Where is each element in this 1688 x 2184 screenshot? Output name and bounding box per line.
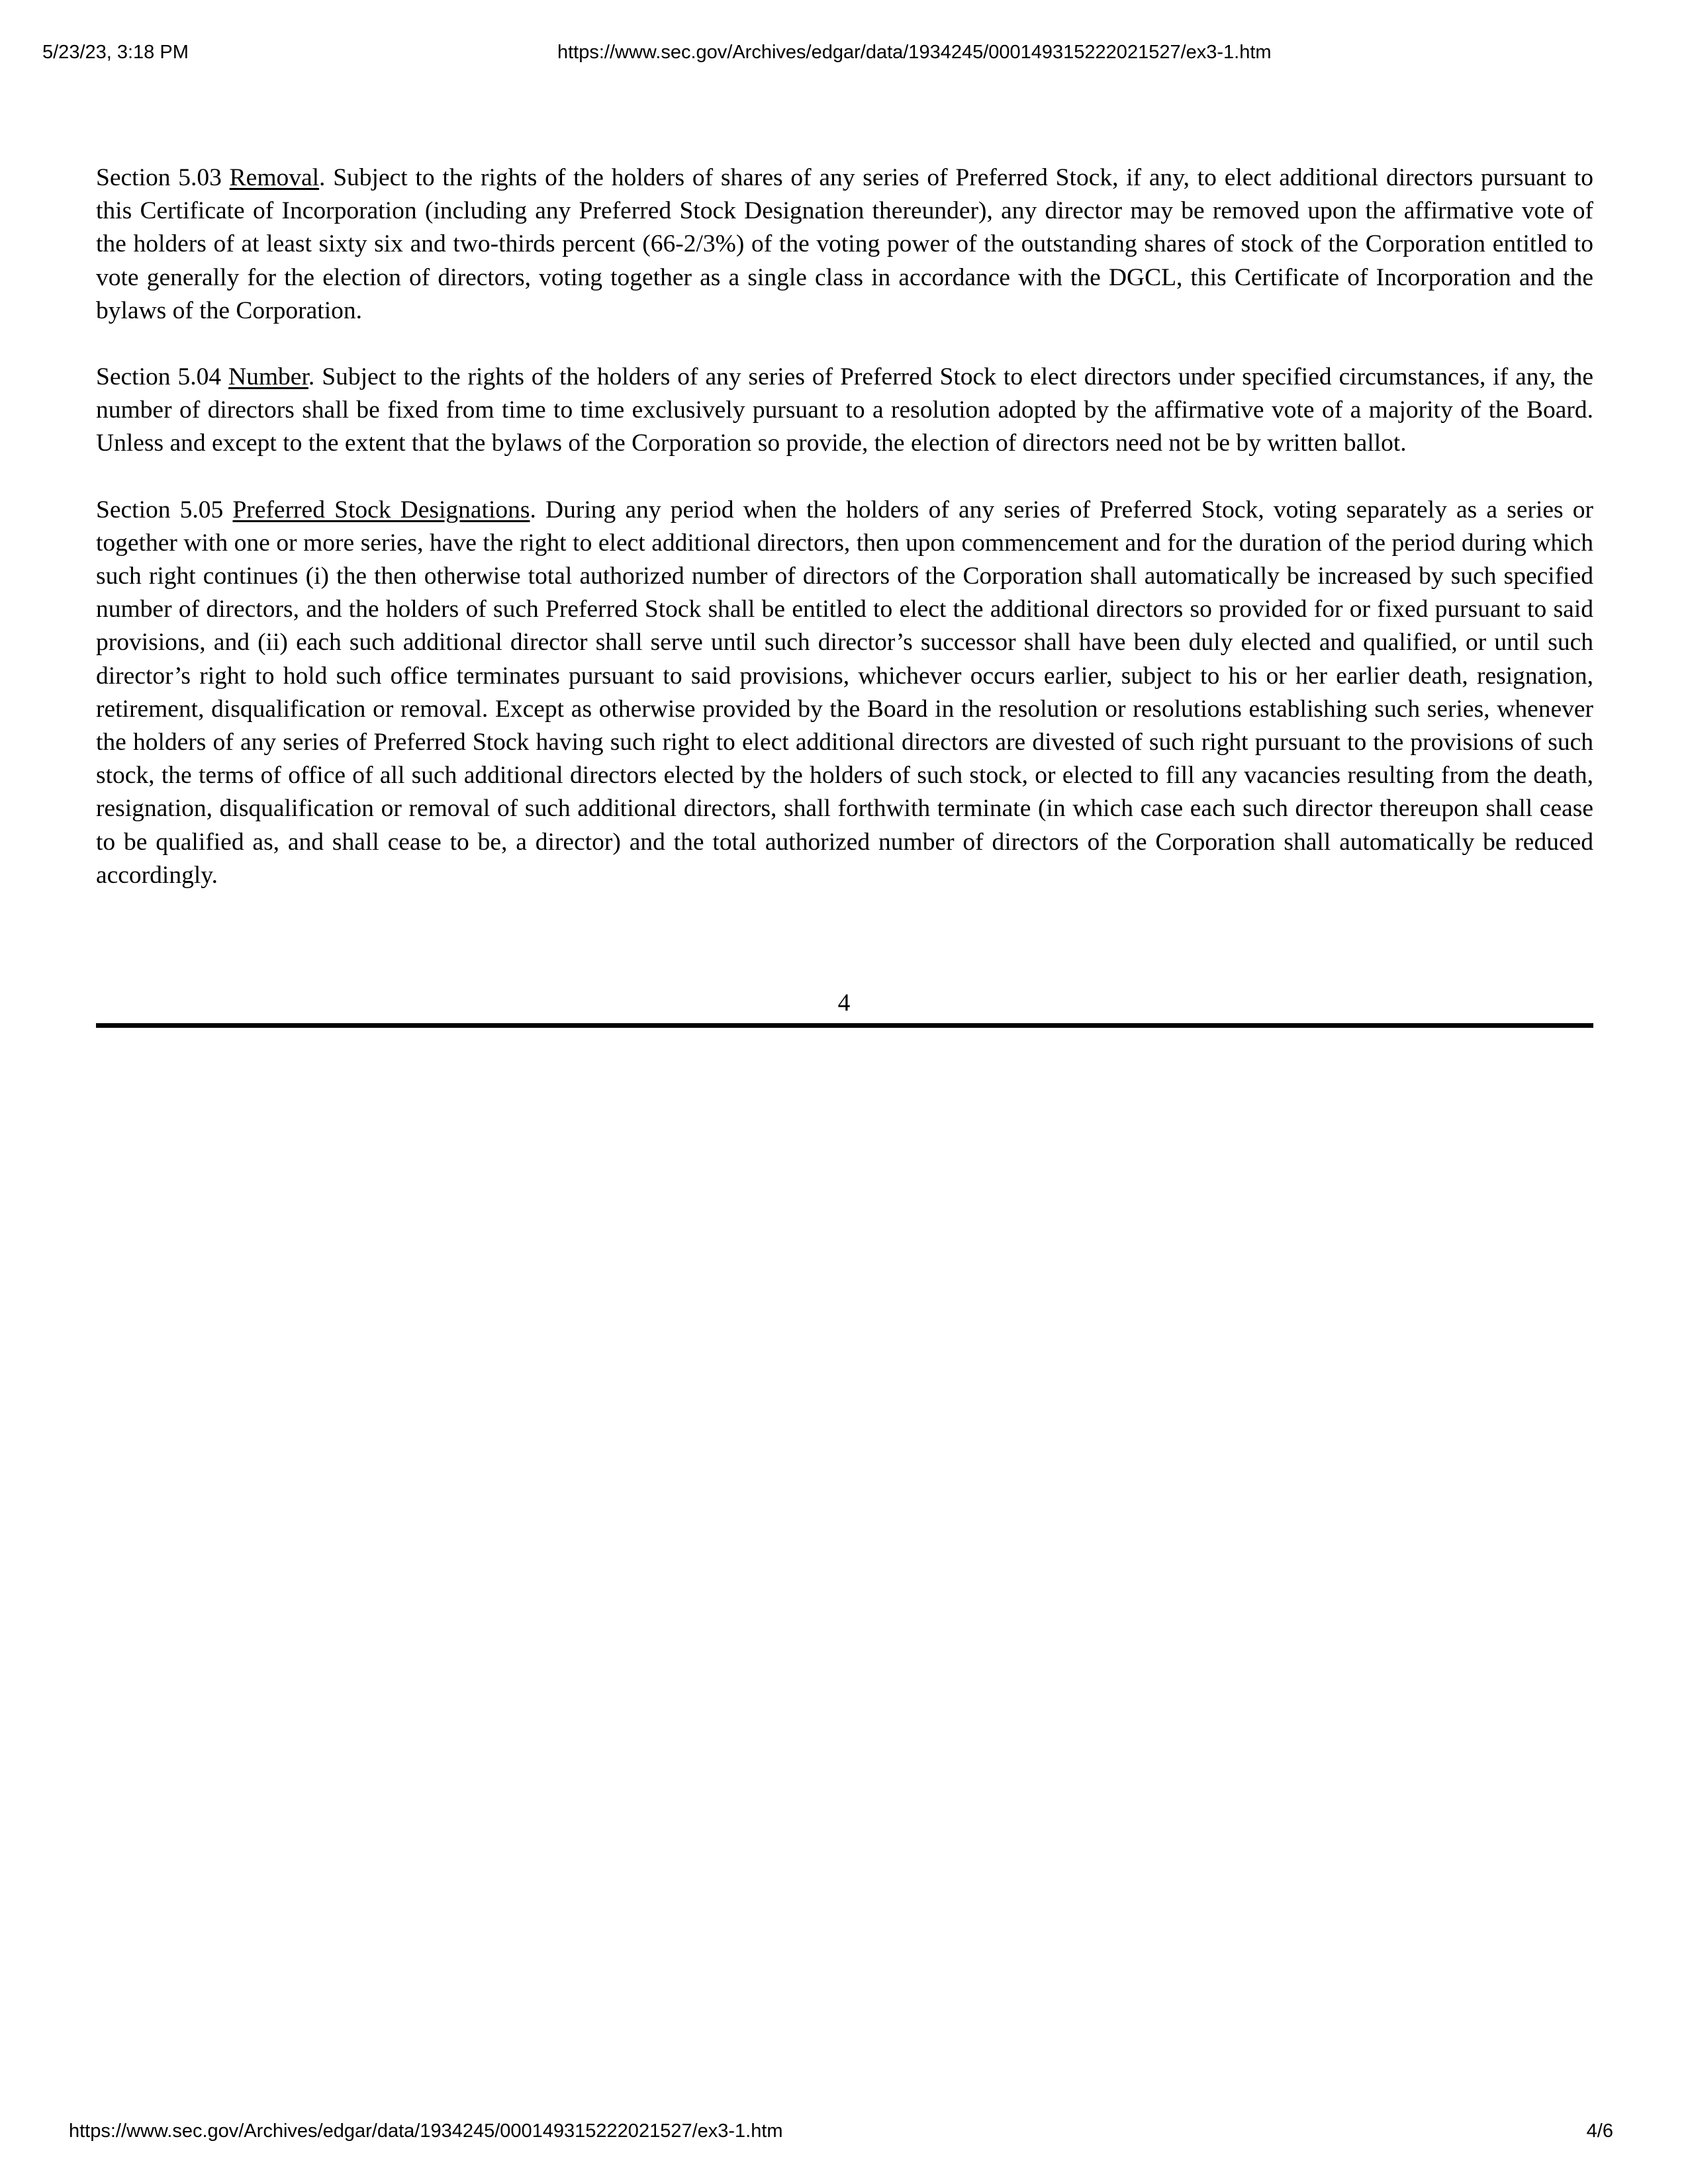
section-heading: Number [228, 363, 308, 391]
page-divider-rule [96, 1023, 1593, 1028]
section-text: . Subject to the rights of the holders of any series of Preferred Stock to elect directors under specified circumstances, if any, the number of directors shall be fixed from time to time exclusively pursuant to a resolution adopted by the affirmative vote of a majority of the Board. Unless and except to the extent that the bylaws of the Corporation so provide, the election of directors need not be by written ballot. [96, 363, 1594, 457]
section-text: . During any period when the holders of any series of Preferred Stock, voting separately as a series or together with one or more series, have the right to elect additional directors, then upon commencement and for the duration of the period during which such right continues (i) the then otherwise total authorized number of directors of the Corporation shall automatically be increased by such specified number of directors, and the holders of such Preferred Stock shall be entitled to elect the additional directors so provided for or fixed pursuant to said provisions, and (ii) each such additional director shall serve until such director’s successor shall have been duly elected and qualified, or until such director’s right to hold such office terminates pursuant to said provisions, whichever occurs earlier, subject to his or her earlier death, resignation, retirement, disqualification or removal. Except as otherwise provided by the Board in the resolution or resolutions establishing such series, whenever the holders of any series of Preferred Stock having such right to elect additional directors are divested of such right pursuant to the provisions of such stock, the terms of office of all such additional directors elected by the holders of such stock, or elected to fill any vacancies resulting from the death, resignation, disqualification or removal of such additional directors, shall forthwith terminate (in which case each such director thereupon shall cease to be qualified as, and shall cease to be, a director) and the total authorized number of directors of the Corporation shall automatically be reduced accordingly. [96, 496, 1594, 889]
section-5-03 [96, 161, 1593, 328]
section-number: Section 5.04 [96, 363, 222, 391]
section-5-05 [96, 494, 1593, 892]
section-heading: Preferred Stock Designations [232, 496, 530, 523]
print-footer-url: https://www.sec.gov/Archives/edgar/data/1934245/000149315222021527/ex3-1.htm [69, 2120, 783, 2142]
print-page-indicator: 4/6 [1586, 2120, 1613, 2142]
print-header-url: https://www.sec.gov/Archives/edgar/data/1934245/000149315222021527/ex3-1.htm [557, 42, 1272, 63]
document-body [96, 161, 1593, 925]
section-text: . Subject to the rights of the holders of shares of any series of Preferred Stock, if any, to elect additional directors pursuant to this Certificate of Incorporation (including any Preferred Stock Designation thereunder), any director may be removed upon the affirmative vote of the holders of at least sixty six and two-thirds percent (66-2/3%) of the voting power of the outstanding shares of stock of the Corporation entitled to vote generally for the election of directors, voting together as a single class in accordance with the DGCL, this Certificate of Incorporation and the bylaws of the Corporation. [96, 164, 1594, 324]
section-number: Section 5.03 [96, 164, 222, 191]
section-number: Section 5.05 [96, 496, 224, 523]
document-page-number: 4 [837, 989, 851, 1017]
print-timestamp: 5/23/23, 3:18 PM [42, 42, 189, 63]
section-5-04 [96, 361, 1593, 461]
section-heading: Removal [229, 164, 320, 191]
